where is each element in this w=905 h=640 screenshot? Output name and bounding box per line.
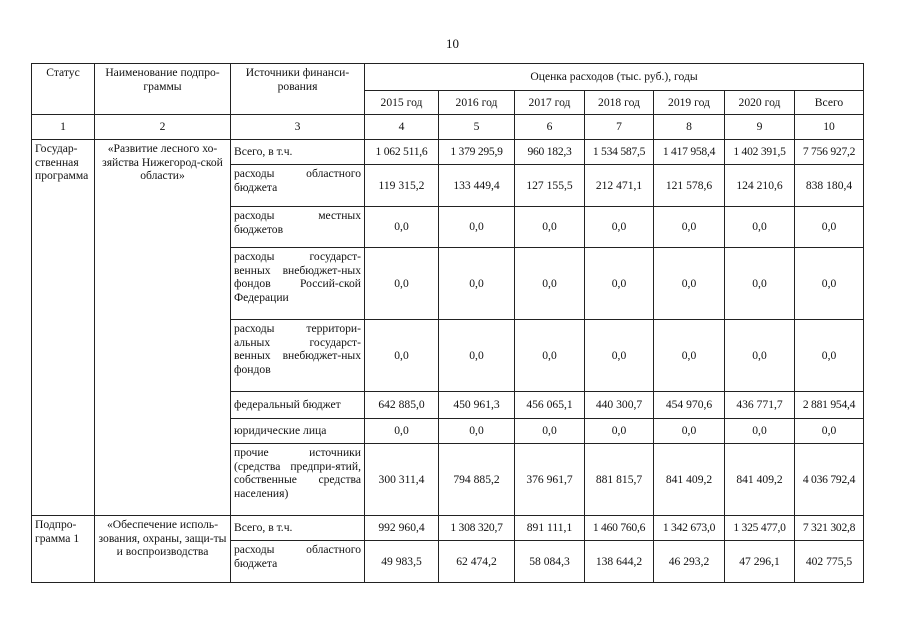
value-cell: 0,0 [585,419,654,444]
value-cell: 0,0 [725,320,795,392]
value-cell: 0,0 [725,248,795,320]
header-year: 2015 год [365,91,439,115]
value-cell: 121 578,6 [654,165,725,207]
header-year: 2019 год [654,91,725,115]
column-number: 9 [725,115,795,140]
value-cell: 0,0 [515,419,585,444]
budget-table [31,63,864,583]
value-cell: 0,0 [725,207,795,248]
header-name: Наименование подпро-граммы [95,64,231,115]
value-cell: 0,0 [365,248,439,320]
value-cell: 436 771,7 [725,392,795,419]
header-total: Всего [795,91,864,115]
column-number: 5 [439,115,515,140]
total-cell: 4 036 792,4 [795,444,864,516]
program-name-cell: «Развитие лесного хо-зяйства Нижегород-ской области» [95,140,231,516]
value-cell: 0,0 [439,207,515,248]
source-cell: федеральный бюджет [231,392,365,419]
value-cell: 1 534 587,5 [585,140,654,165]
value-cell: 124 210,6 [725,165,795,207]
header-status: Статус [32,64,95,115]
total-cell: 2 881 954,4 [795,392,864,419]
value-cell: 1 402 391,5 [725,140,795,165]
column-number: 2 [95,115,231,140]
value-cell: 62 474,2 [439,541,515,583]
value-cell: 0,0 [515,207,585,248]
value-cell: 212 471,1 [585,165,654,207]
value-cell: 127 155,5 [515,165,585,207]
source-cell: Всего, в т.ч. [231,140,365,165]
source-cell: расходы местных бюджетов [231,207,365,248]
table-row [32,516,864,541]
column-number: 3 [231,115,365,140]
source-cell: расходы территори-альных государст-венных внебюджет-ных фондов [231,320,365,392]
value-cell: 0,0 [365,419,439,444]
value-cell: 0,0 [654,320,725,392]
total-cell: 7 321 302,8 [795,516,864,541]
value-cell: 960 182,3 [515,140,585,165]
value-cell: 58 084,3 [515,541,585,583]
value-cell: 992 960,4 [365,516,439,541]
value-cell: 1 417 958,4 [654,140,725,165]
column-number: 1 [32,115,95,140]
value-cell: 0,0 [365,207,439,248]
value-cell: 138 644,2 [585,541,654,583]
value-cell: 47 296,1 [725,541,795,583]
header-year: 2020 год [725,91,795,115]
status-cell: Подпро-грамма 1 [32,516,95,583]
value-cell: 794 885,2 [439,444,515,516]
value-cell: 440 300,7 [585,392,654,419]
total-cell: 838 180,4 [795,165,864,207]
value-cell: 0,0 [585,320,654,392]
total-cell: 0,0 [795,419,864,444]
column-number: 6 [515,115,585,140]
value-cell: 450 961,3 [439,392,515,419]
program-name-cell: «Обеспечение исполь-зования, охраны, защи-ты и воспроизводства [95,516,231,583]
source-cell: прочие источники (средства предпри-ятий, собственные средства населения) [231,444,365,516]
column-number: 4 [365,115,439,140]
total-cell: 0,0 [795,248,864,320]
value-cell: 0,0 [585,248,654,320]
value-cell: 0,0 [439,320,515,392]
value-cell: 841 409,2 [654,444,725,516]
value-cell: 0,0 [515,320,585,392]
value-cell: 300 311,4 [365,444,439,516]
value-cell: 1 379 295,9 [439,140,515,165]
column-number: 8 [654,115,725,140]
header-year: 2018 год [585,91,654,115]
value-cell: 891 111,1 [515,516,585,541]
source-cell: расходы областного бюджета [231,165,365,207]
value-cell: 0,0 [654,419,725,444]
total-cell: 0,0 [795,207,864,248]
value-cell: 1 460 760,6 [585,516,654,541]
value-cell: 1 062 511,6 [365,140,439,165]
table-row [32,140,864,165]
page-number: 10 [446,36,459,51]
source-cell: расходы государст-венных внебюджет-ных фондов Россий-ской Федерации [231,248,365,320]
total-cell: 7 756 927,2 [795,140,864,165]
value-cell: 1 325 477,0 [725,516,795,541]
value-cell: 881 815,7 [585,444,654,516]
value-cell: 456 065,1 [515,392,585,419]
value-cell: 133 449,4 [439,165,515,207]
header-estimate: Оценка расходов (тыс. руб.), годы [365,64,864,91]
value-cell: 0,0 [365,320,439,392]
value-cell: 376 961,7 [515,444,585,516]
value-cell: 49 983,5 [365,541,439,583]
value-cell: 454 970,6 [654,392,725,419]
header-year: 2017 год [515,91,585,115]
header-sources: Источники финанси-рования [231,64,365,115]
total-cell: 0,0 [795,320,864,392]
header-year: 2016 год [439,91,515,115]
value-cell: 0,0 [439,248,515,320]
value-cell: 0,0 [654,248,725,320]
value-cell: 46 293,2 [654,541,725,583]
value-cell: 642 885,0 [365,392,439,419]
value-cell: 0,0 [654,207,725,248]
value-cell: 0,0 [515,248,585,320]
status-cell: Государ-ственная программа [32,140,95,516]
value-cell: 0,0 [439,419,515,444]
total-cell: 402 775,5 [795,541,864,583]
value-cell: 841 409,2 [725,444,795,516]
value-cell: 0,0 [585,207,654,248]
column-number: 7 [585,115,654,140]
source-cell: расходы областного бюджета [231,541,365,583]
value-cell: 1 308 320,7 [439,516,515,541]
source-cell: Всего, в т.ч. [231,516,365,541]
value-cell: 119 315,2 [365,165,439,207]
value-cell: 0,0 [725,419,795,444]
source-cell: юридические лица [231,419,365,444]
column-number: 10 [795,115,864,140]
value-cell: 1 342 673,0 [654,516,725,541]
